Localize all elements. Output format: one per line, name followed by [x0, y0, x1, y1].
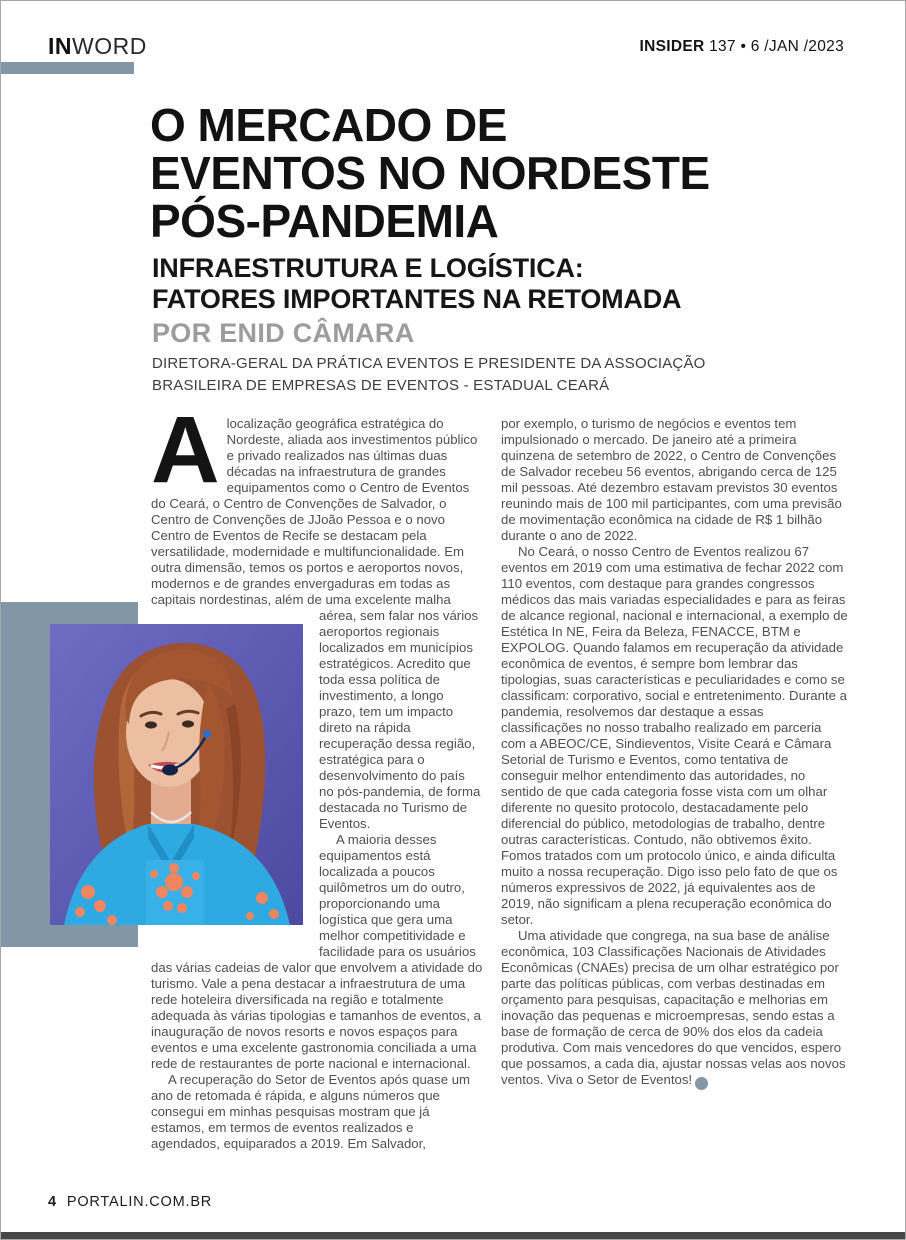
paragraph-6 — [501, 928, 848, 1090]
title-line-3: PÓS-PANDEMIA — [150, 195, 499, 247]
paragraph-2: A maioria desses equipamentos está localizada a poucos quilômetros um do outro, proporcionando uma logística que gera uma melhor competitividade e facilidade para os usuários das várias cadeias de valor que envolvem a atividade do turismo. Vale a pena destacar a infraestrutura de uma rede hoteleira diversificada na região e totalmente adequada às várias tipologias e tamanhos de eventos, a inauguração de novos resorts e novos espaços para eventos e uma excelente gastronomia conciliada a uma rede de restaurantes de porte nacional e internacional. — [151, 832, 483, 1071]
page-footer — [48, 1194, 212, 1210]
site-url: PORTALIN.COM.BR — [66, 1194, 213, 1210]
article-subtitle — [152, 253, 681, 315]
article-title — [150, 101, 710, 245]
subtitle-line-2: FATORES IMPORTANTES NA RETOMADA — [152, 284, 682, 314]
author-photo-block — [151, 608, 319, 956]
author-role-line-1: DIRETORA-GERAL DA PRÁTICA EVENTOS E PRESIDENTE DA ASSOCIAÇÃO — [152, 355, 706, 372]
section-brand — [48, 33, 147, 60]
bottom-edge-bar — [1, 1232, 905, 1239]
magazine-name: INSIDER — [639, 38, 705, 55]
body-column-right — [501, 416, 848, 1090]
author-photo — [50, 624, 303, 925]
paragraph-6-text: Uma atividade que congrega, na sua base de análise econômica, 103 Classificações Nacionais de Atividades Econômicas (CNAEs) precisa de um olhar estratégico por parte das políticas públicas, com verbas destinadas em orçamento para pesquisas, capacitação e melhorias em inovação das pequenas e microempresas, sendo estas a base de formação de cerca de 90% dos elos da cadeia produtiva. Com mais vencedores do que vencidos, espero que possamos, a cada dia, ajustar nossas velas aos novos ventos. Viva o Setor de Eventos! — [501, 928, 846, 1087]
body-column-left — [151, 397, 483, 1152]
issue-info — [639, 38, 844, 56]
author-role — [152, 353, 706, 397]
author-role-line-2: BRASILEIRA DE EMPRESAS DE EVENTOS - ESTADUAL CEARÁ — [152, 377, 610, 394]
article-end-icon: ✱ — [695, 1077, 708, 1090]
paragraph-1-part-b: aeroportos regionais localizados em municípios estratégicos. Acredito que toda essa política de investimento, a longo prazo, tem um impacto direto na rápida recuperação dessa região, estratégica para o desenvolvimento do país no pós-pandemia, de forma destacada no Turismo de Eventos. — [319, 624, 481, 831]
drop-cap: A — [151, 397, 220, 503]
issue-number-date: 137 • 6 /JAN /2023 — [709, 38, 844, 55]
page-number: 4 — [48, 1194, 57, 1210]
paragraph-1-part-a: localização geográfica estratégica do Nordeste, aliada aos investimentos público e privado realizados nas últimas duas décadas na infraestrutura de grandes equipamentos como o Centro de Eventos do Ceará, o Centro de Convenções de Salvador, o Centro de Convenções de JJoão Pessoa e o novo Centro de Eventos de Recife se destacam pela versatilidade, modernidade e multifuncionalidade. Em outra dimensão, temos os portos e aeroportos novos, modernos e de grandes envergaduras em todas as capitais nordestinas, além de uma excelente malha aérea, sem falar nos vários — [151, 416, 479, 623]
title-line-1: O MERCADO DE — [150, 99, 507, 151]
section-brand-bold: IN — [48, 33, 72, 59]
author-byline: POR ENID CÂMARA — [152, 318, 415, 348]
subtitle-line-1: INFRAESTRUTURA E LOGÍSTICA: — [152, 253, 584, 283]
section-brand-light: WORD — [72, 33, 147, 59]
brand-underline-bar — [1, 62, 134, 74]
paragraph-3: A recuperação do Setor de Eventos após quase um ano de retomada é rápida, e alguns números que consegui em minhas pesquisas mostram que já estamos, em termos de eventos realizados e agendados, equiparados a 2019. Em Salvador, — [151, 1072, 471, 1151]
paragraph-5: No Ceará, o nosso Centro de Eventos realizou 67 eventos em 2019 com uma estimativa de fechar 2022 com 110 eventos, com destaque para grandes congressos médicos das mais variadas especialidades e para as feiras de alcance regional, nacional e internacional, a exemplo de Estética In NE, Feira da Beleza, FENACCE, BTM e EXPOLOG. Quando falamos em recuperação da atividade econômica de eventos, é sempre bom lembrar das tipologias, suas características e peculiaridades e como se classificam: corporativo, social e entretenimento. Durante a pandemia, resolvemos dar destaque a essas classificações no nosso trabalho realizado em parceria com a ABEOC/CE, Sindieventos, Visite Ceará e Câmara Setorial de Turismo e Eventos, como tentativa de conseguir melhor entendimento das autoridades, no sentido de que cada categoria fosse vista com um olhar diferente no quesito protocolo, destacadamente pelo diferencial do público, metodologias de trabalho, dentre outras características. Contudo, não obtivemos êxito. Fomos tratados com um protocolo único, e ainda dificulta muito a nossa recuperação. Digo isso pelo fato de que os números expressivos de 2022, já equivalentes aos de 2019, não significam a plena recuperação econômica do setor. — [501, 544, 848, 927]
paragraph-4: por exemplo, o turismo de negócios e eventos tem impulsionado o mercado. De janeiro até a primeira quinzena de setembro de 2022, o Centro de Convenções de Salvador recebeu 56 eventos, abrigando cerca de 125 mil pessoas. Até dezembro estavam previstos 30 eventos reunindo mais de 100 mil participantes, com uma previsão de movimentação econômica na cidade de R$ 1 bilhão durante o ano de 2022. — [501, 416, 842, 543]
paragraph-1 — [151, 397, 483, 832]
title-line-2: EVENTOS NO NORDESTE — [150, 147, 710, 199]
